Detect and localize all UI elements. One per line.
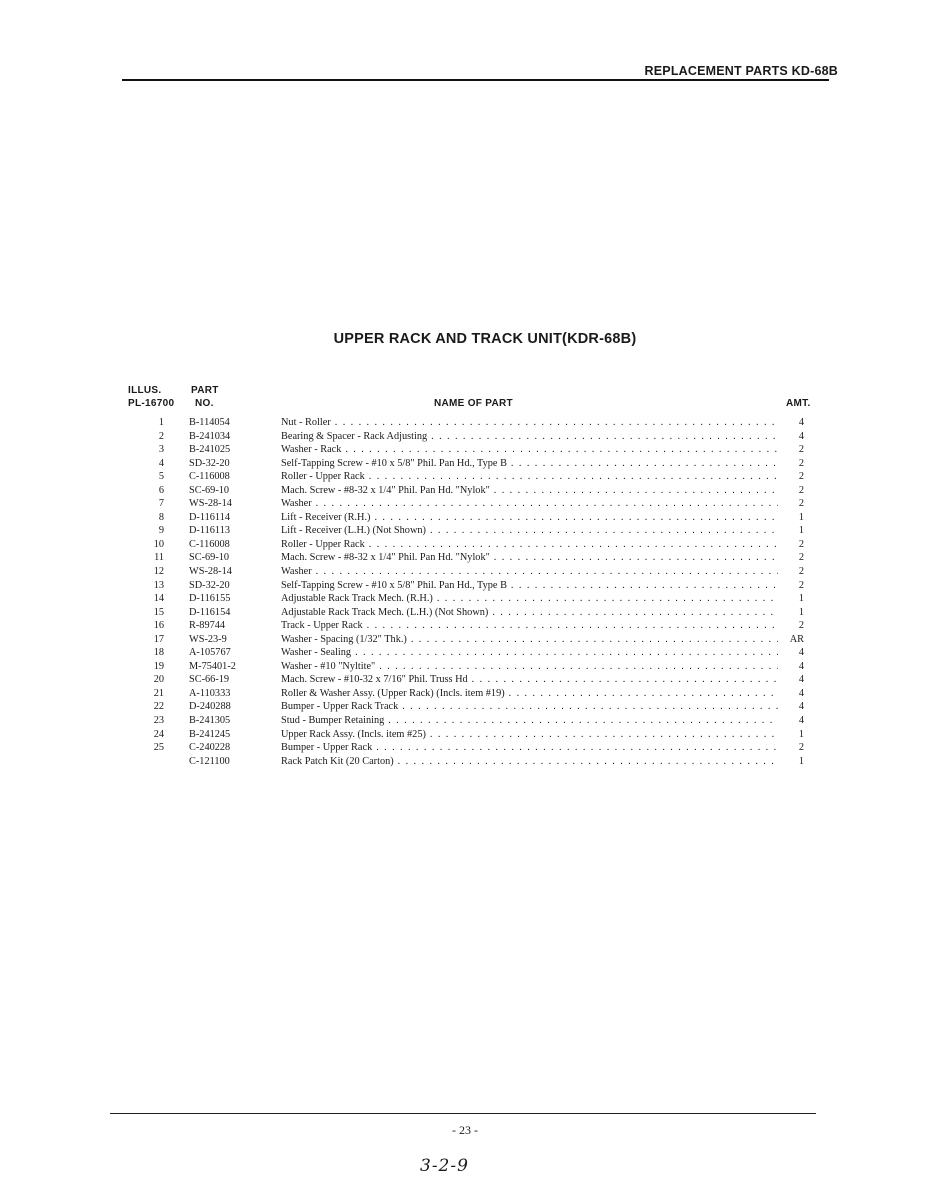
part-amount: AR: [789, 633, 804, 645]
part-number: WS-23-9: [189, 633, 227, 645]
illus-number: 18: [153, 647, 164, 659]
illus-number: 1: [158, 417, 164, 428]
table-row: [0, 484, 948, 498]
illus-number: 6: [158, 484, 164, 496]
table-row: [0, 470, 948, 484]
table-row: [0, 755, 948, 769]
illus-number: 10: [153, 538, 164, 550]
table-row: [0, 606, 948, 620]
illus-number: 16: [153, 620, 164, 632]
part-name: Mach. Screw - #10-32 x 7/16" Phil. Truss Hd . . .: [281, 673, 778, 687]
illus-number: 20: [153, 674, 164, 686]
part-amount: 4: [798, 660, 804, 672]
table-row: [0, 619, 948, 633]
page-number: - 23 -: [452, 1123, 478, 1137]
part-amount: 2: [798, 498, 804, 510]
col-header-part-line2: NO.: [195, 398, 214, 409]
illus-number: 3: [158, 444, 164, 456]
col-header-amt: AMT.: [786, 398, 811, 409]
table-row: [0, 633, 948, 647]
table-row: [0, 728, 948, 742]
part-number: D-116154: [189, 606, 231, 618]
part-name: Washer - #10 "Nyltite" . . .: [281, 660, 778, 674]
illus-number: 15: [153, 606, 164, 618]
part-amount: 4: [798, 687, 804, 699]
illus-number: 4: [158, 457, 164, 469]
part-number: B-241025: [189, 444, 231, 456]
part-amount: 1: [798, 728, 804, 740]
part-number: A-110333: [189, 687, 231, 699]
part-name: Stud - Bumper Retaining . . .: [281, 714, 778, 728]
handwritten-note: 3-2-9: [420, 1156, 469, 1176]
part-name: Nut - Roller . . .: [281, 416, 778, 430]
parts-table: [0, 416, 948, 768]
part-number: A-105767: [189, 647, 231, 659]
part-amount: 4: [798, 674, 804, 686]
part-number: SC-66-19: [189, 674, 230, 686]
part-amount: 4: [798, 430, 804, 442]
illus-number: 7: [158, 498, 164, 510]
part-name: Mach. Screw - #8-32 x 1/4" Phil. Pan Hd. "Nylok" . . .: [281, 551, 778, 565]
part-name: Roller - Upper Rack . . .: [281, 538, 778, 552]
part-amount: 2: [798, 471, 804, 483]
illus-number: 25: [153, 742, 164, 754]
illus-number: 21: [153, 687, 164, 699]
part-name: Bumper - Upper Rack Track . . .: [281, 700, 778, 714]
part-number: D-116114: [189, 511, 230, 523]
illus-number: 24: [153, 728, 164, 740]
part-number: C-116008: [189, 538, 230, 550]
part-name: Roller - Upper Rack . . .: [281, 470, 778, 484]
part-name: Self-Tapping Screw - #10 x 5/8" Phil. Pan Hd., Type B . . .: [281, 457, 778, 471]
part-number: SD-32-20: [189, 579, 230, 591]
part-amount: 2: [798, 484, 804, 496]
part-amount: 2: [798, 538, 804, 550]
part-amount: 2: [798, 444, 804, 456]
col-header-part-line1: PART: [191, 385, 219, 396]
part-name: Track - Upper Rack . . .: [281, 619, 778, 633]
col-header-illus-line1: ILLUS.: [128, 385, 162, 396]
part-amount: 1: [798, 606, 804, 618]
part-amount: 2: [798, 620, 804, 632]
part-number: B-241245: [189, 728, 231, 740]
table-row: [0, 457, 948, 471]
table-row: [0, 741, 948, 755]
illus-number: 14: [153, 593, 164, 605]
part-name: Adjustable Rack Track Mech. (R.H.) . . .: [281, 592, 778, 606]
section-title: UPPER RACK AND TRACK UNIT(KDR-68B): [333, 331, 637, 347]
table-row: [0, 687, 948, 701]
illus-number: 23: [153, 715, 164, 727]
part-name: Roller & Washer Assy. (Upper Rack) (Incls. item #19) . . .: [281, 687, 778, 701]
table-row: [0, 660, 948, 674]
part-amount: 2: [798, 457, 804, 469]
table-row: [0, 673, 948, 687]
table-row: [0, 443, 948, 457]
part-name: Washer - Spacing (1/32" Thk.) . . .: [281, 633, 778, 647]
part-number: SD-32-20: [189, 457, 230, 469]
part-name: Washer . . .: [281, 565, 778, 579]
table-row: [0, 714, 948, 728]
illus-number: 2: [158, 430, 164, 442]
col-header-name: NAME OF PART: [434, 398, 513, 409]
part-number: B-241034: [189, 430, 231, 442]
illus-number: 22: [153, 701, 164, 713]
table-row: [0, 579, 948, 593]
footer-rule: [110, 1113, 816, 1114]
part-name: Self-Tapping Screw - #10 x 5/8" Phil. Pan Hd., Type B . . .: [281, 579, 778, 593]
col-header-illus-line2: PL-16700: [128, 398, 175, 409]
illus-number: 17: [153, 633, 164, 645]
table-row: [0, 497, 948, 511]
illus-number: 5: [158, 471, 164, 483]
part-amount: 1: [798, 511, 804, 523]
table-row: [0, 565, 948, 579]
table-row: [0, 551, 948, 565]
illus-number: 11: [154, 552, 164, 564]
header-rule: [122, 79, 829, 81]
part-name: Upper Rack Assy. (Incls. item #25) . . .: [281, 728, 778, 742]
illus-number: 19: [153, 660, 164, 672]
part-amount: 4: [798, 701, 804, 713]
part-number: M-75401-2: [189, 660, 236, 672]
part-amount: 4: [798, 417, 804, 428]
part-name: Washer - Sealing . . .: [281, 646, 778, 660]
part-name: Bearing & Spacer - Rack Adjusting . . .: [281, 430, 778, 444]
part-number: D-240288: [189, 701, 231, 713]
illus-number: 12: [153, 566, 164, 578]
table-row: [0, 646, 948, 660]
part-amount: 2: [798, 742, 804, 754]
part-name: Bumper - Upper Rack . . .: [281, 741, 778, 755]
illus-number: 13: [153, 579, 164, 591]
part-amount: 2: [798, 552, 804, 564]
part-amount: 2: [798, 566, 804, 578]
table-row: [0, 538, 948, 552]
table-row: [0, 524, 948, 538]
table-row: [0, 700, 948, 714]
part-amount: 4: [798, 647, 804, 659]
part-name: Washer - Rack . . .: [281, 443, 778, 457]
part-amount: 1: [798, 755, 804, 767]
part-amount: 1: [798, 525, 804, 537]
part-name: Washer . . .: [281, 497, 778, 511]
part-number: C-121100: [189, 755, 230, 767]
part-number: SC-69-10: [189, 484, 230, 496]
part-number: R-89744: [189, 620, 226, 632]
part-number: D-116113: [189, 525, 230, 537]
part-number: C-240228: [189, 742, 231, 754]
illus-number: 8: [158, 511, 164, 523]
part-number: SC-69-10: [189, 552, 230, 564]
part-amount: 4: [798, 715, 804, 727]
illus-number: 9: [158, 525, 164, 537]
part-number: WS-28-14: [189, 566, 232, 578]
part-name: Lift - Receiver (R.H.) . . .: [281, 511, 778, 525]
part-amount: 1: [798, 593, 804, 605]
table-row: [0, 430, 948, 444]
part-name: Rack Patch Kit (20 Carton) . . .: [281, 755, 778, 769]
table-row: [0, 416, 948, 430]
part-number: B-241305: [189, 715, 231, 727]
table-row: [0, 592, 948, 606]
table-row: [0, 511, 948, 525]
part-name: Adjustable Rack Track Mech. (L.H.) (Not Shown) . . .: [281, 606, 778, 620]
page-header: REPLACEMENT PARTS KD-68B: [644, 64, 838, 78]
part-amount: 2: [798, 579, 804, 591]
part-name: Lift - Receiver (L.H.) (Not Shown) . . .: [281, 524, 778, 538]
part-number: WS-28-14: [189, 498, 232, 510]
part-number: C-116008: [189, 471, 230, 483]
part-number: B-114054: [189, 417, 230, 428]
part-name: Mach. Screw - #8-32 x 1/4" Phil. Pan Hd. "Nylok" . . .: [281, 484, 778, 498]
part-number: D-116155: [189, 593, 231, 605]
